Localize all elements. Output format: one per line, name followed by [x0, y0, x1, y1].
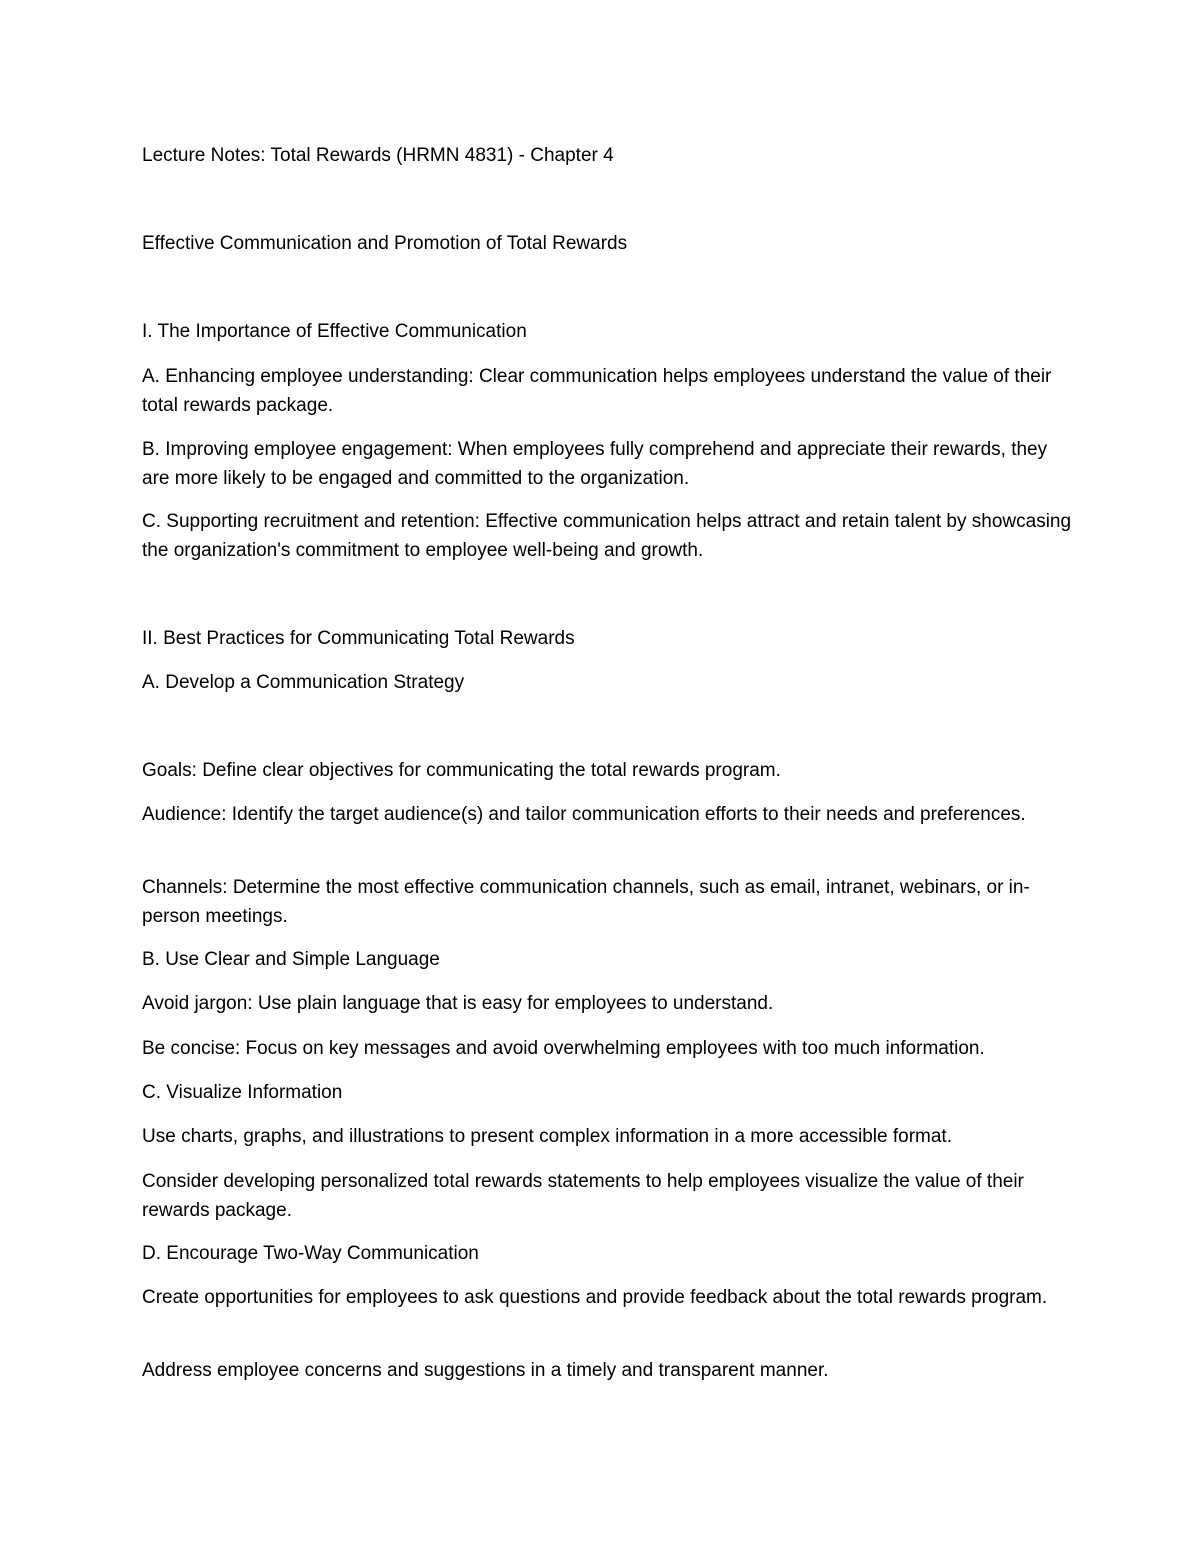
- subsection-heading-language: B. Use Clear and Simple Language: [142, 949, 440, 970]
- list-item: Audience: Identify the target audience(s) and tailor communication efforts to their needs and preferences.: [142, 804, 1026, 825]
- list-item: A. Enhancing employee understanding: Clear communication helps employees understand the value of their total rewards package.: [142, 366, 1052, 416]
- list-item: Goals: Define clear objectives for communicating the total rewards program.: [142, 760, 781, 781]
- list-item: Create opportunities for employees to ask questions and provide feedback about the total rewards program.: [142, 1287, 1048, 1308]
- list-item: B. Improving employee engagement: When employees fully comprehend and appreciate their rewards, they are more likely to be engaged and committed to the organization.: [142, 439, 1048, 489]
- subsection-heading-strategy: A. Develop a Communication Strategy: [142, 672, 465, 693]
- list-item: C. Supporting recruitment and retention: Effective communication helps attract and retain talent by showcasing the organization's commitment to employee well-being and growth.: [142, 511, 1072, 561]
- document-title: Lecture Notes: Total Rewards (HRMN 4831) - Chapter 4: [142, 145, 614, 166]
- list-item: Channels: Determine the most effective communication channels, such as email, intranet, webinars, or in-person meetings.: [142, 877, 1030, 927]
- list-item: Avoid jargon: Use plain language that is easy for employees to understand.: [142, 993, 774, 1014]
- list-item: Be concise: Focus on key messages and avoid overwhelming employees with too much information.: [142, 1038, 985, 1059]
- list-item: Address employee concerns and suggestions in a timely and transparent manner.: [142, 1360, 829, 1381]
- list-item: Use charts, graphs, and illustrations to present complex information in a more accessible format.: [142, 1126, 952, 1147]
- subsection-heading-two-way: D. Encourage Two-Way Communication: [142, 1243, 479, 1264]
- subsection-heading-visualize: C. Visualize Information: [142, 1082, 343, 1103]
- document-subtitle: Effective Communication and Promotion of Total Rewards: [142, 233, 628, 254]
- section-heading-importance: I. The Importance of Effective Communication: [142, 321, 527, 342]
- section-heading-best-practices: II. Best Practices for Communicating Total Rewards: [142, 628, 575, 649]
- list-item: Consider developing personalized total rewards statements to help employees visualize the value of their rewards package.: [142, 1171, 1024, 1221]
